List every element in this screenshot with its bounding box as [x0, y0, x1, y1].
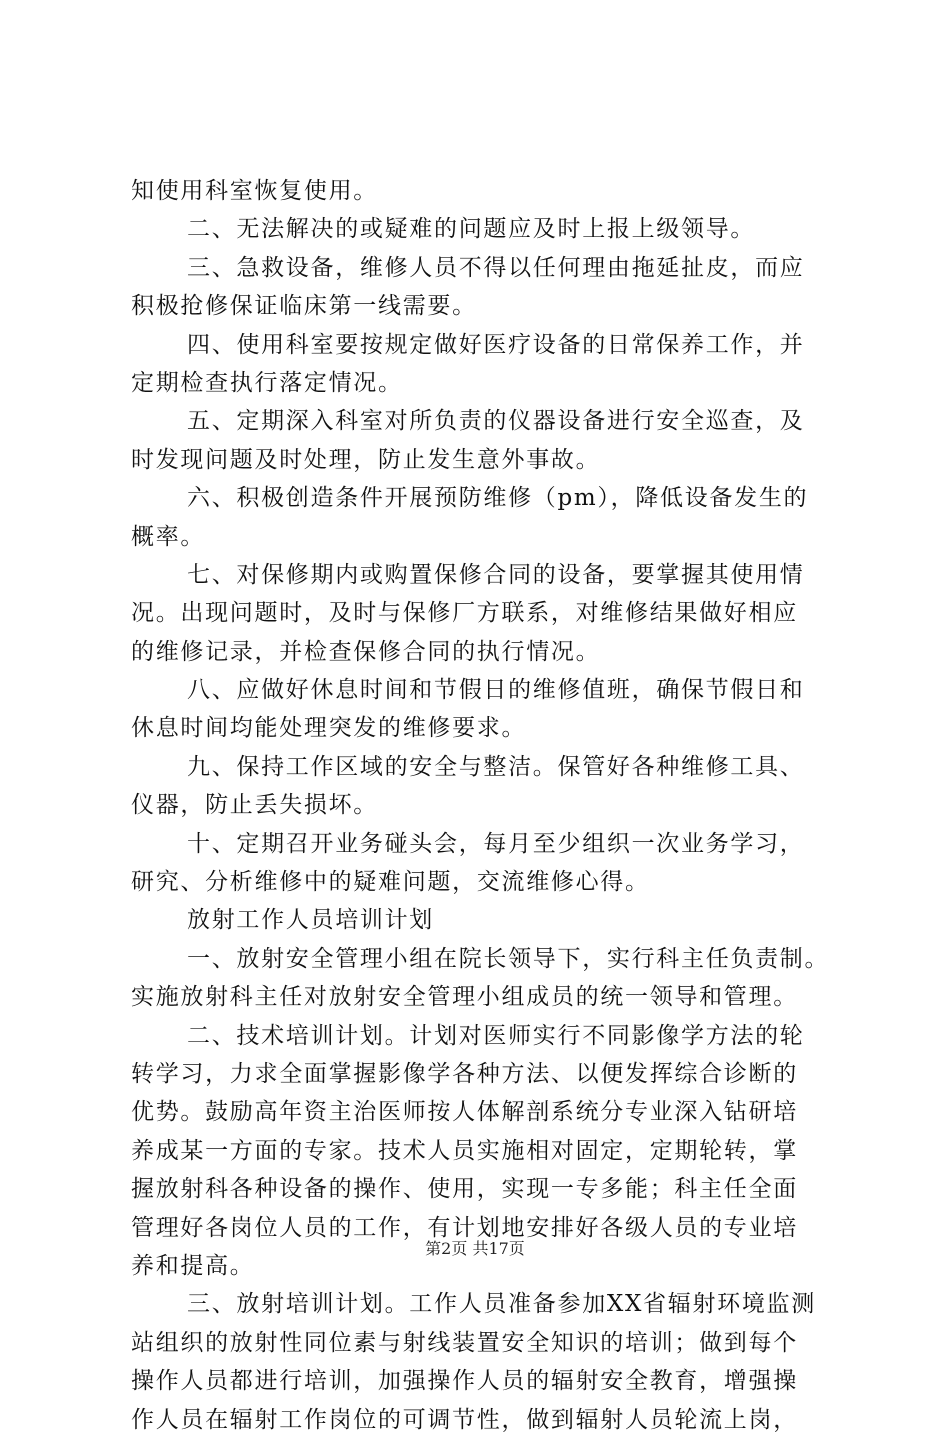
text-line: 时发现问题及时处理，防止发生意外事故。: [131, 446, 601, 473]
text-line: 定期检查执行落定情况。: [131, 369, 403, 396]
text-line: 九、保持工作区域的安全与整洁。保管好各种维修工具、: [187, 753, 805, 780]
text-line: 六、积极创造条件开展预防维修（pm），降低设备发生的: [187, 485, 809, 512]
text-line: 知使用科室恢复使用。: [131, 178, 378, 204]
text-line: 管理好各岗位人员的工作，有计划地安排好各级人员的专业培: [131, 1214, 798, 1241]
text-line: 养和提高。: [131, 1252, 255, 1279]
text-line: 况。出现问题时，及时与保修厂方联系，对维修结果做好相应: [131, 600, 798, 627]
section-heading: 放射工作人员培训计划: [187, 907, 434, 934]
text-line: 的维修记录，并检查保修合同的执行情况。: [131, 638, 601, 665]
text-line: 七、对保修期内或购置保修合同的设备，要掌握其使用情: [187, 561, 805, 588]
text-line: 操作人员都进行培训，加强操作人员的辐射安全教育，增强操: [131, 1368, 798, 1395]
text-line: 三、急救设备，维修人员不得以任何理由拖延扯皮，而应: [187, 254, 805, 281]
text-line: 八、应做好休息时间和节假日的维修值班，确保节假日和: [187, 677, 805, 704]
text-line: 仪器，防止丢失损坏。: [131, 792, 378, 819]
text-line: 握放射科各种设备的操作、使用，实现一专多能；科主任全面: [131, 1176, 798, 1203]
text-line: 研究、分析维修中的疑难问题，交流维修心得。: [131, 869, 650, 896]
text-line: 实施放射科主任对放射安全管理小组成员的统一领导和管理。: [131, 984, 798, 1011]
text-line: 二、技术培训计划。计划对医师实行不同影像学方法的轮: [187, 1022, 805, 1049]
text-line: 转学习，力求全面掌握影像学各种方法、以便发挥综合诊断的: [131, 1060, 798, 1087]
page-number-footer: 第2页 共17页: [425, 1239, 525, 1258]
text-line: 积极抢修保证临床第一线需要。: [131, 293, 477, 320]
text-line: 十、定期召开业务碰头会，每月至少组织一次业务学习，: [187, 830, 805, 857]
text-line: 概率。: [131, 523, 206, 550]
text-line: 三、放射培训计划。工作人员准备参加XX省辐射环境监测: [187, 1291, 816, 1318]
text-line: 优势。鼓励高年资主治医师按人体解剖系统分专业深入钻研培: [131, 1099, 798, 1126]
text-line: 作人员在辐射工作岗位的可调节性，做到辐射人员轮流上岗，: [131, 1406, 798, 1433]
text-line: 一、放射安全管理小组在院长领导下，实行科主任负责制。: [187, 945, 830, 972]
text-line: 站组织的放射性同位素与射线装置安全知识的培训；做到每个: [131, 1329, 798, 1356]
text-line: 五、定期深入科室对所负责的仪器设备进行安全巡查，及: [187, 408, 805, 435]
text-line: 四、使用科室要按规定做好医疗设备的日常保养工作，并: [187, 331, 805, 358]
text-line: 二、无法解决的或疑难的问题应及时上报上级领导。: [187, 216, 756, 243]
text-line: 休息时间均能处理突发的维修要求。: [131, 715, 527, 742]
text-line: 养成某一方面的专家。技术人员实施相对固定，定期轮转，掌: [131, 1137, 798, 1164]
